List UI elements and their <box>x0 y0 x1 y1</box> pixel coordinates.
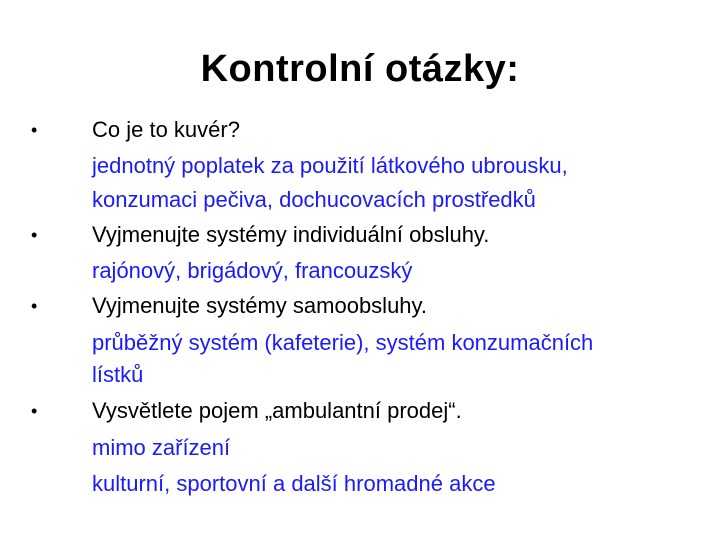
answer-text: průběžný systém (kafeterie), systém konzumačních <box>92 330 594 355</box>
bullet-marker: • <box>31 225 38 245</box>
answer-text: jednotný poplatek za použití látkového ubrousku, <box>92 153 568 178</box>
answer-text: rajónový, brigádový, francouzský <box>92 258 413 283</box>
answer-text: konzumaci pečiva, dochucovacích prostředků <box>92 187 536 212</box>
question-text: Vyjmenujte systémy samoobsluhy. <box>92 293 428 318</box>
question-text: Vysvětlete pojem „ambulantní prodej“. <box>92 398 462 423</box>
bullet-marker: • <box>31 120 38 140</box>
slide-title: Kontrolní otázky: <box>200 48 520 90</box>
answer-text: lístků <box>92 362 144 387</box>
bullet-marker: • <box>31 296 38 316</box>
answer-text: mimo zařízení <box>92 435 231 460</box>
question-text: Co je to kuvér? <box>92 117 240 142</box>
bullet-marker: • <box>31 401 38 421</box>
question-text: Vyjmenujte systémy individuální obsluhy. <box>92 222 490 247</box>
answer-text: kulturní, sportovní a další hromadné akce <box>92 471 496 496</box>
